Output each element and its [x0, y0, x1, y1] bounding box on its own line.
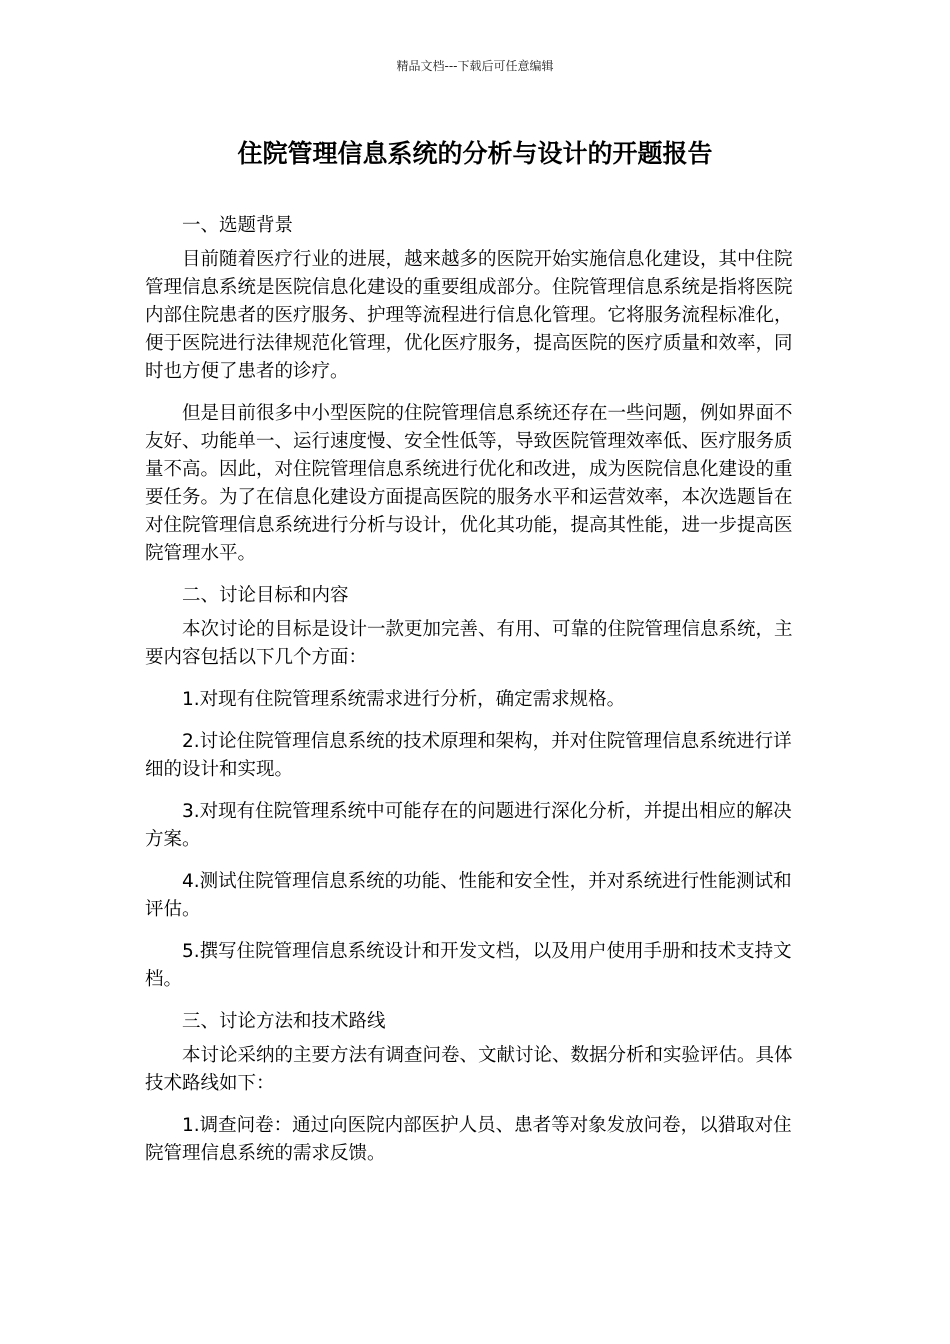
document-body — [145, 212, 797, 1182]
section-heading-background: 一、选题背景 — [182, 215, 294, 236]
list-item: 1.对现有住院管理系统需求进行分析，确定需求规格。 — [182, 689, 626, 710]
paragraph-goals-intro: 本次讨论的目标是设计一款更加完善、有用、可靠的住院管理信息系统，主要内容包括以下几个方面： — [145, 619, 793, 668]
list-item: 3.对现有住院管理系统中可能存在的问题进行深化分析，并提出相应的解决方案。 — [145, 801, 792, 850]
list-item: 2.讨论住院管理信息系统的技术原理和架构，并对住院管理信息系统进行详细的设计和实现。 — [145, 731, 792, 780]
section-heading-goals: 二、讨论目标和内容 — [182, 585, 349, 606]
list-item: 4.测试住院管理信息系统的功能、性能和安全性，并对系统进行性能测试和评估。 — [145, 871, 792, 920]
paragraph-methods-intro: 本讨论采纳的主要方法有调查问卷、文献讨论、数据分析和实验评估。具体技术路线如下： — [145, 1045, 793, 1094]
paragraph-background-2: 但是目前很多中小型医院的住院管理信息系统还存在一些问题，例如界面不友好、功能单一、运行速度慢、安全性低等，导致医院管理效率低、医疗服务质量不高。因此，对住院管理信息系统进行优化和改进，成为医院信息化建设的重要任务。为了在信息化建设方面提高医院的服务水平和运营效率，本次选题旨在对住院管理信息系统进行分析与设计，优化其功能，提高其性能，进一步提高医院管理水平。 — [145, 403, 793, 564]
paragraph-background-1: 目前随着医疗行业的进展，越来越多的医院开始实施信息化建设，其中住院管理信息系统是医院信息化建设的重要组成部分。住院管理信息系统是指将医院内部住院患者的医疗服务、护理等流程进行信息化管理。它将服务流程标准化，便于医院进行法律规范化管理，优化医疗服务，提高医院的医疗质量和效率，同时也方便了患者的诊疗。 — [145, 249, 793, 382]
list-item: 5.撰写住院管理信息系统设计和开发文档，以及用户使用手册和技术支持文档。 — [145, 941, 792, 990]
list-item: 1.调查问卷：通过向医院内部医护人员、患者等对象发放问卷，以猎取对住院管理信息系统的需求反馈。 — [145, 1115, 792, 1164]
document-title: 住院管理信息系统的分析与设计的开题报告 — [237, 139, 713, 168]
section-heading-methods: 三、讨论方法和技术路线 — [182, 1011, 386, 1032]
header-note: 精品文档---下载后可任意编辑 — [396, 59, 554, 73]
